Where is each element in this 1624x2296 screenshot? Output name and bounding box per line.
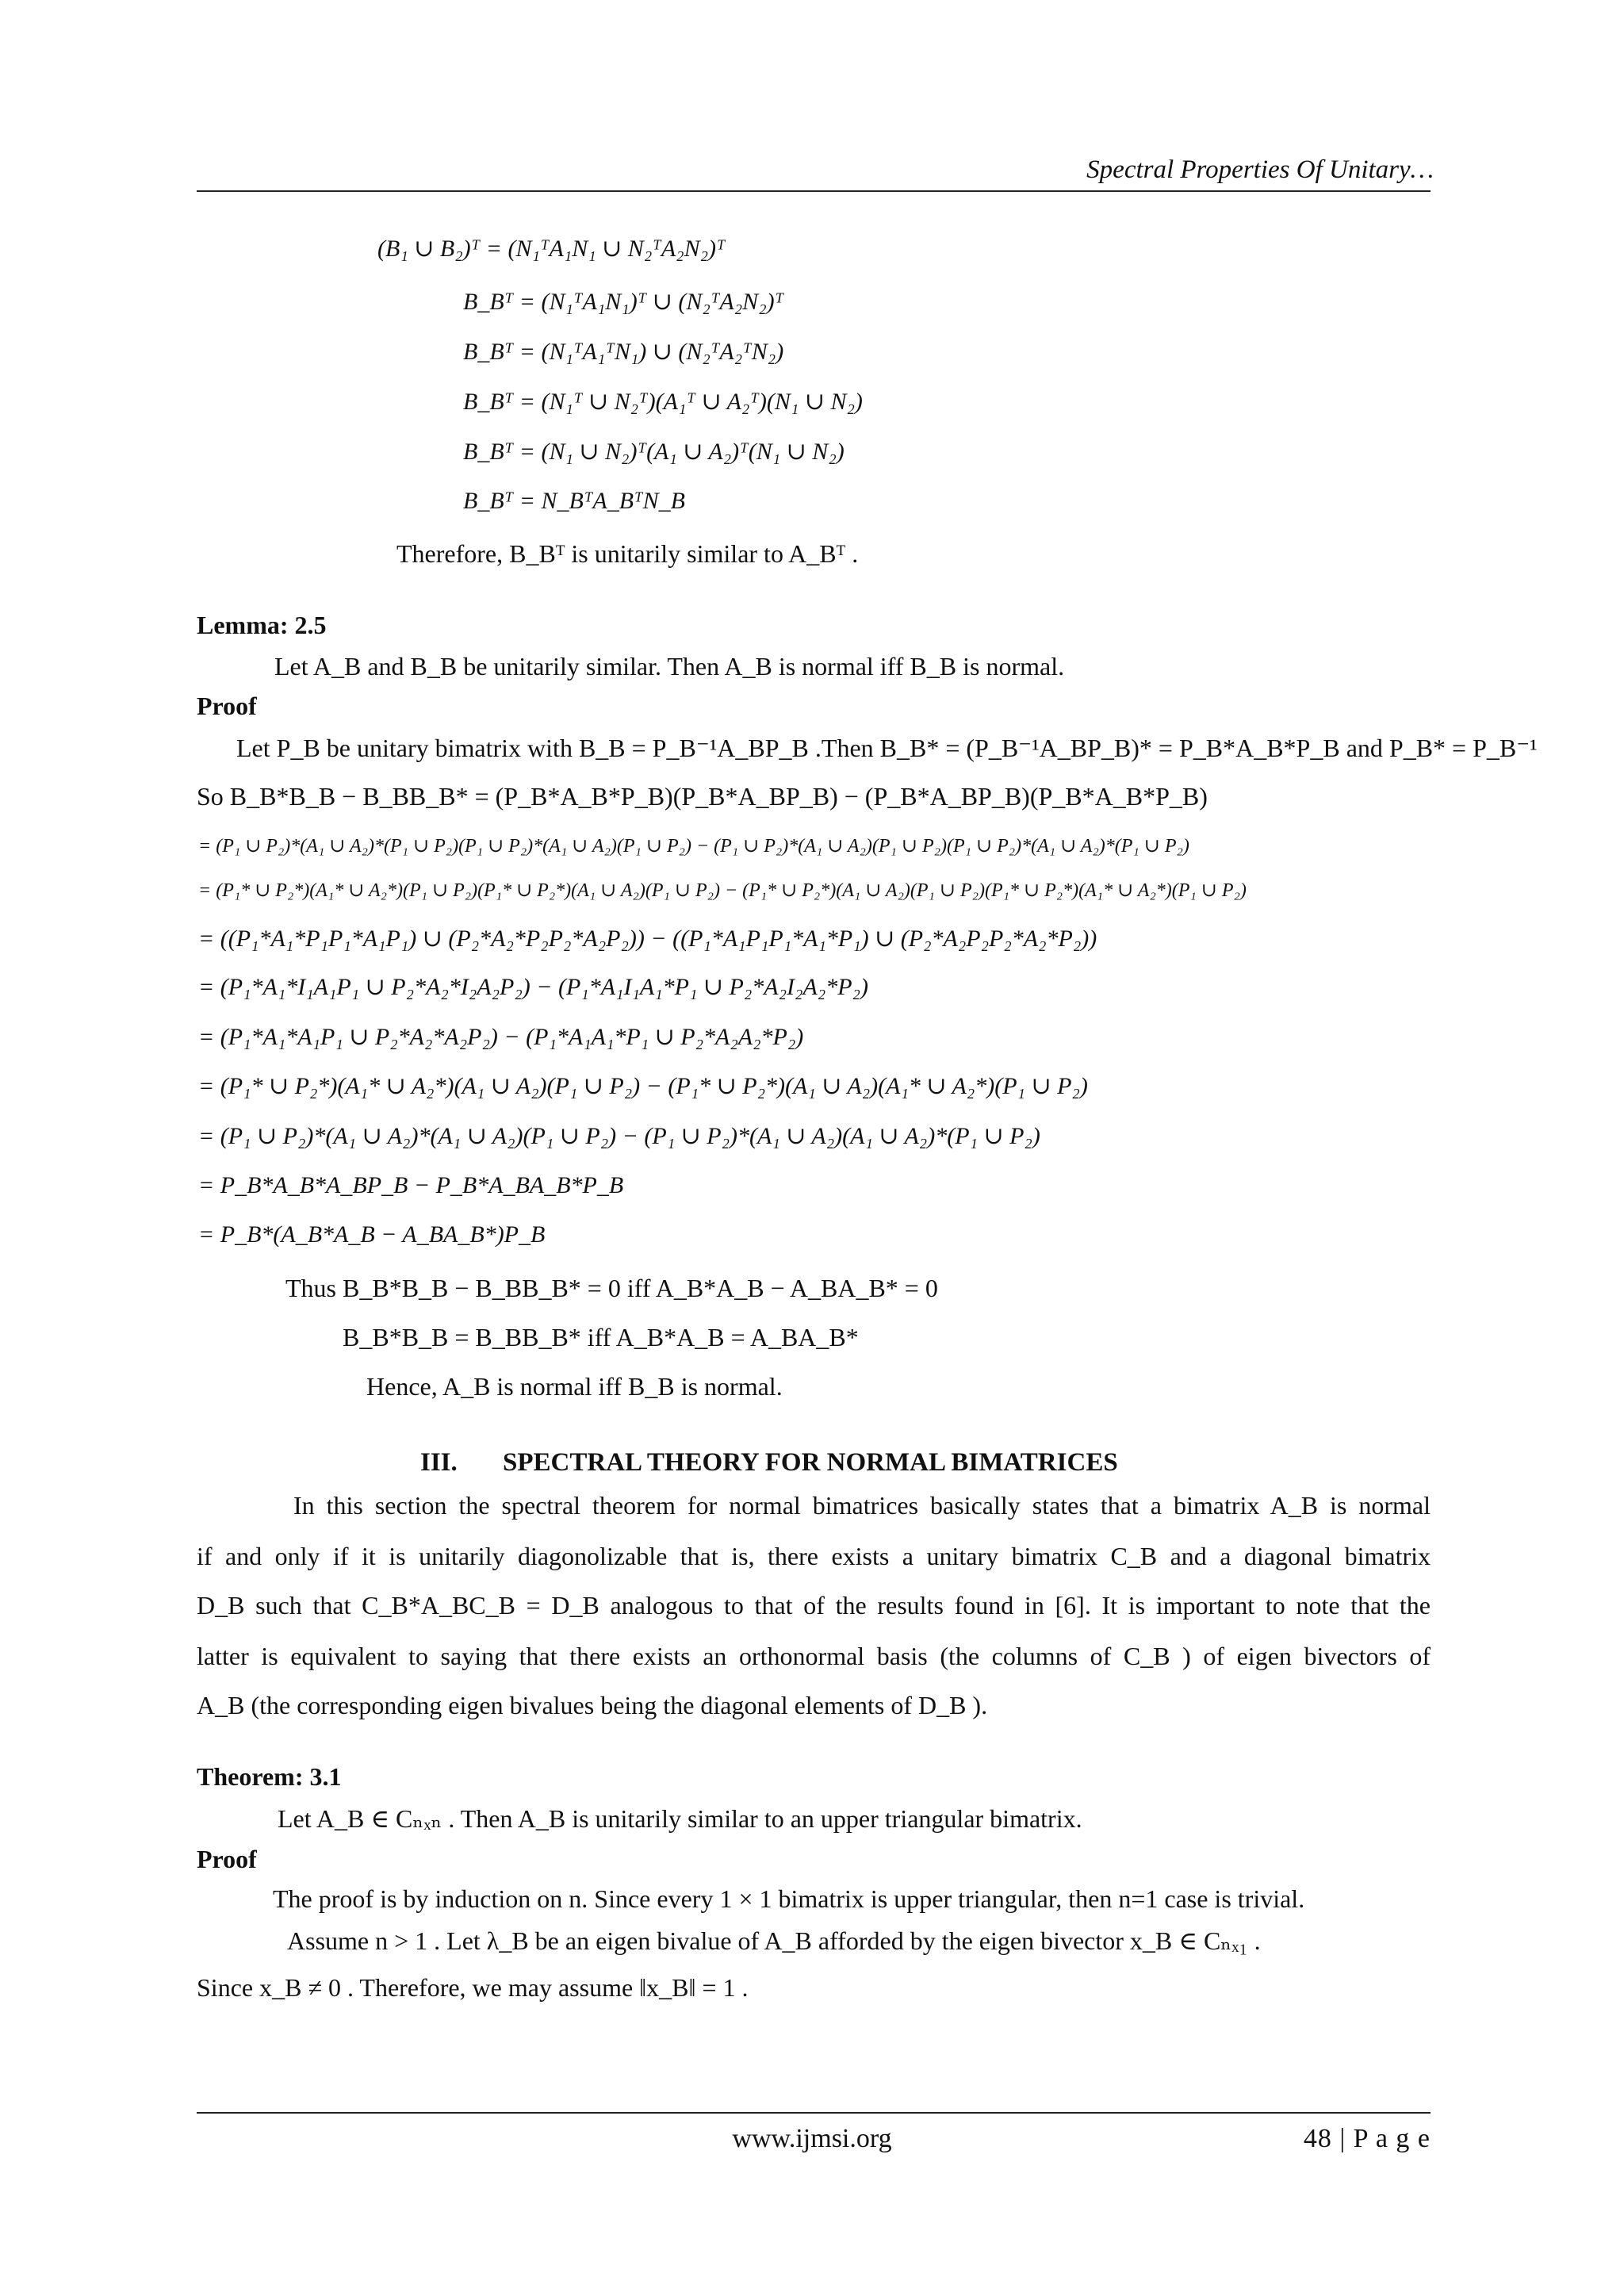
equation-line: B_Bᵀ = (N₁ ∪ N₂)ᵀ(A₁ ∪ A₂)ᵀ(N₁ ∪ N₂) bbox=[463, 439, 845, 465]
section-paragraph-line: latter is equivalent to saying that there exists an orthonormal basis (the columns of C_B ) of eigen bivectors of bbox=[197, 1642, 1431, 1670]
footer-url: www.ijmsi.org bbox=[732, 2124, 892, 2153]
derivation-line: = (P₁*A₁*I₁A₁P₁ ∪ P₂*A₂*I₂A₂P₂) − (P₁*A₁I₁A₁*P₁ ∪ P₂*A₂I₂A₂*P₂) bbox=[198, 974, 868, 1000]
footer-rule bbox=[197, 2112, 1431, 2114]
derivation-line: = (P₁ ∪ P₂)*(A₁ ∪ A₂)*(A₁ ∪ A₂)(P₁ ∪ P₂) − (P₁ ∪ P₂)*(A₁ ∪ A₂)(A₁ ∪ A₂)*(P₁ ∪ P₂) bbox=[198, 1123, 1040, 1149]
proof-line: Assume n > 1 . Let λ_B be an eigen bivalue of A_B afforded by the eigen bivector x_B ∈ Cₙₓ₁ . bbox=[287, 1926, 1261, 1955]
proof-line: The proof is by induction on n. Since every 1 × 1 bimatrix is upper triangular, then n=1 case is trivial. bbox=[273, 1884, 1305, 1913]
derivation-line: = P_B*(A_B*A_B − A_BA_B*)P_B bbox=[198, 1221, 546, 1248]
running-title: Spectral Properties Of Unitary… bbox=[1086, 155, 1434, 184]
page-number: 48 | P a g e bbox=[1303, 2124, 1431, 2153]
header-rule bbox=[197, 190, 1431, 192]
section-paragraph-line: In this section the spectral theorem for normal bimatrices basically states that a bimatrix A_B is normal bbox=[293, 1491, 1431, 1520]
proof-intro: Let P_B be unitary bimatrix with B_B = P_B⁻¹A_BP_B .Then B_B* = (P_B⁻¹A_BP_B)* = P_B*A_B*P_B and P_B* = P_B⁻¹ bbox=[236, 734, 1538, 762]
section-number: III. bbox=[420, 1448, 458, 1477]
proof-line: Since x_B ≠ 0 . Therefore, we may assume ‖x_B‖ = 1 . bbox=[197, 1973, 749, 2002]
derivation-line: = (P₁*A₁*A₁P₁ ∪ P₂*A₂*A₂P₂) − (P₁*A₁A₁*P₁ ∪ P₂*A₂A₂*P₂) bbox=[198, 1024, 804, 1050]
proof-label: Proof bbox=[197, 1845, 257, 1873]
section-paragraph-line: if and only if it is unitarily diagonolizable that is, there exists a unitary bimatrix C_B and a diagonal bimatrix bbox=[197, 1542, 1431, 1570]
equation-line: (B₁ ∪ B₂)ᵀ = (N₁ᵀA₁N₁ ∪ N₂ᵀA₂N₂)ᵀ bbox=[377, 236, 726, 262]
theorem-statement: Let A_B ∈ Cₙₓₙ . Then A_B is unitarily similar to an upper triangular bimatrix. bbox=[278, 1804, 1082, 1833]
thus-line: Thus B_B*B_B − B_BB_B* = 0 iff A_B*A_B − A_BA_B* = 0 bbox=[285, 1274, 938, 1302]
equation-line: B_Bᵀ = (N₁ᵀA₁N₁)ᵀ ∪ (N₂ᵀA₂N₂)ᵀ bbox=[463, 289, 784, 315]
so-line: So B_B*B_B − B_BB_B* = (P_B*A_B*P_B)(P_B*A_BP_B) − (P_B*A_BP_B)(P_B*A_B*P_B) bbox=[197, 782, 1208, 811]
lemma-title: Lemma: 2.5 bbox=[197, 611, 327, 639]
iff-line: B_B*B_B = B_BB_B* iff A_B*A_B = A_BA_B* bbox=[343, 1323, 859, 1351]
theorem-title: Theorem: 3.1 bbox=[197, 1762, 342, 1791]
lemma-statement: Let A_B and B_B be unitarily similar. Then A_B is normal iff B_B is normal. bbox=[274, 652, 1065, 680]
expanded-line: = (P₁ ∪ P₂)*(A₁ ∪ A₂)*(P₁ ∪ P₂)(P₁ ∪ P₂)*(A₁ ∪ A₂)(P₁ ∪ P₂) − (P₁ ∪ P₂)*(A₁ ∪ A₂)(P₁ ∪ P₂)(P₁ ∪ P₂)*(A₁ ∪ A₂)*(P₁ ∪ P₂) bbox=[198, 836, 1189, 857]
equation-line: B_Bᵀ = (N₁ᵀ ∪ N₂ᵀ)(A₁ᵀ ∪ A₂ᵀ)(N₁ ∪ N₂) bbox=[463, 389, 863, 415]
section-paragraph-line: D_B such that C_B*A_BC_B = D_B analogous to that of the results found in [6]. It is important to note that the bbox=[197, 1591, 1431, 1619]
expanded-line: = (P₁* ∪ P₂*)(A₁* ∪ A₂*)(P₁ ∪ P₂)(P₁* ∪ P₂*)(A₁ ∪ A₂)(P₁ ∪ P₂) − (P₁* ∪ P₂*)(A₁ ∪ A₂)(P₁ ∪ P₂)(P₁* ∪ P₂*)(A₁* ∪ A₂*)(P₁ ∪ P₂) bbox=[198, 880, 1247, 901]
hence-line: Hence, A_B is normal iff B_B is normal. bbox=[366, 1372, 783, 1401]
proof-label: Proof bbox=[197, 692, 257, 720]
equation-line: B_Bᵀ = N_BᵀA_BᵀN_B bbox=[463, 488, 685, 514]
equation-line: B_Bᵀ = (N₁ᵀA₁ᵀN₁) ∪ (N₂ᵀA₂ᵀN₂) bbox=[463, 339, 784, 365]
derivation-line: = P_B*A_B*A_BP_B − P_B*A_BA_B*P_B bbox=[198, 1172, 624, 1198]
derivation-line: = (P₁* ∪ P₂*)(A₁* ∪ A₂*)(A₁ ∪ A₂)(P₁ ∪ P₂) − (P₁* ∪ P₂*)(A₁ ∪ A₂)(A₁* ∪ A₂*)(P₁ ∪ P₂) bbox=[198, 1073, 1088, 1099]
therefore-statement: Therefore, B_Bᵀ is unitarily similar to A_Bᵀ . bbox=[396, 539, 859, 568]
section-title: SPECTRAL THEORY FOR NORMAL BIMATRICES bbox=[503, 1448, 1118, 1477]
derivation-line: = ((P₁*A₁*P₁P₁*A₁P₁) ∪ (P₂*A₂*P₂P₂*A₂P₂)) − ((P₁*A₁P₁P₁*A₁*P₁) ∪ (P₂*A₂P₂P₂*A₂*P₂)) bbox=[198, 926, 1097, 952]
section-paragraph-line: A_B (the corresponding eigen bivalues being the diagonal elements of D_B ). bbox=[197, 1691, 988, 1719]
